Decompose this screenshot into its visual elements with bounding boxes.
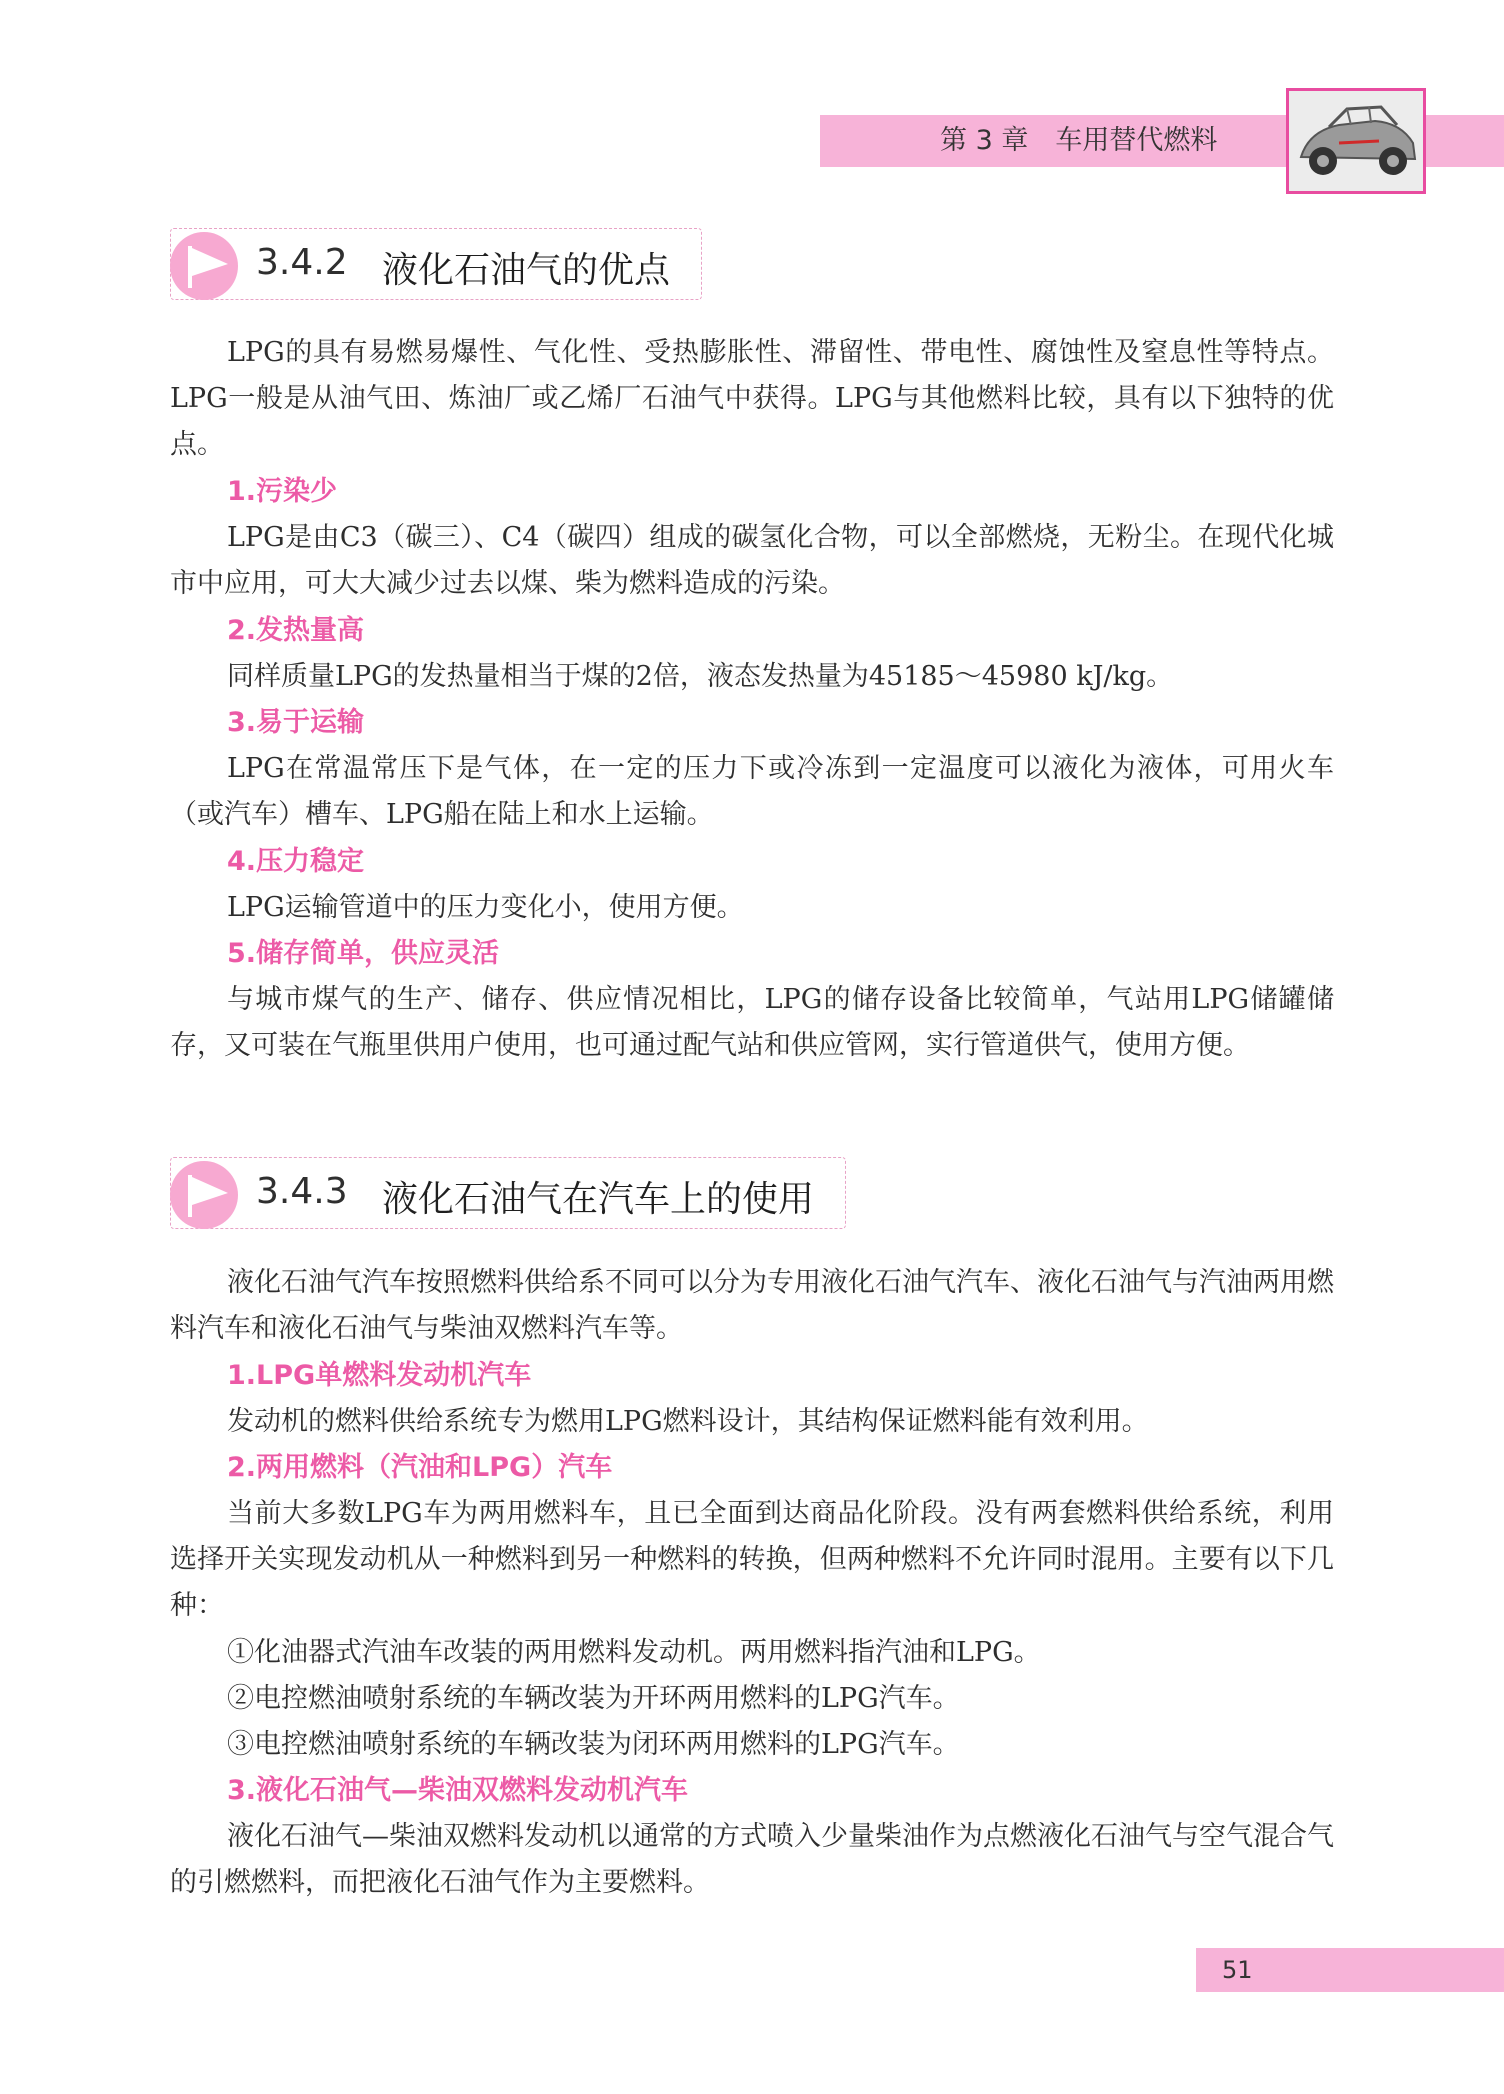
flag-icon <box>168 1159 240 1231</box>
section-number: 3.4.3 <box>256 1171 348 1212</box>
section-heading-342 <box>170 228 702 300</box>
sub-heading-transport: 3.易于运输 <box>227 707 365 738</box>
chapter-title: 第 3 章 车用替代燃料 <box>940 125 1218 156</box>
paragraph-pollution: LPG是由C3（碳三）、C4（碳四）组成的碳氢化合物，可以全部燃烧，无粉尘。在现代化城市中应用，可大大减少过去以煤、柴为燃料造成的污染。 <box>170 522 1334 599</box>
paragraph-heat: 同样质量LPG的发热量相当于煤的2倍，液态发热量为45185～45980 kJ/kg。 <box>227 661 1174 692</box>
list-item-2: ②电控燃油喷射系统的车辆改装为开环两用燃料的LPG汽车。 <box>227 1683 960 1714</box>
paragraph-dual-use: 当前大多数LPG车为两用燃料车，且已全面到达商品化阶段。没有两套燃料供给系统，利用选择开关实现发动机从一种燃料到另一种燃料的转换，但两种燃料不允许同时混用。主要有以下几种： <box>170 1498 1334 1621</box>
sub-heading-dual-use: 2.两用燃料（汽油和LPG）汽车 <box>227 1452 613 1483</box>
sub-heading-pollution: 1.污染少 <box>227 476 338 507</box>
section2-intro: 液化石油气汽车按照燃料供给系不同可以分为专用液化石油气汽车、液化石油气与汽油两用燃料汽车和液化石油气与柴油双燃料汽车等。 <box>170 1267 1334 1344</box>
section-heading-343 <box>170 1157 846 1229</box>
list-item-3: ③电控燃油喷射系统的车辆改装为闭环两用燃料的LPG汽车。 <box>227 1729 960 1760</box>
paragraph-single-fuel: 发动机的燃料供给系统专为燃用LPG燃料设计，其结构保证燃料能有效利用。 <box>227 1406 1149 1437</box>
sub-heading-heat: 2.发热量高 <box>227 615 365 646</box>
section-number: 3.4.2 <box>256 242 348 283</box>
paragraph-pressure: LPG运输管道中的压力变化小，使用方便。 <box>227 892 744 923</box>
sub-heading-lpg-diesel: 3.液化石油气—柴油双燃料发动机汽车 <box>227 1775 689 1806</box>
page-number: 51 <box>1222 1956 1253 1984</box>
section-title: 液化石油气的优点 <box>382 250 671 291</box>
section-title: 液化石油气在汽车上的使用 <box>382 1179 815 1220</box>
car-chassis-icon <box>1286 88 1426 194</box>
paragraph-storage: 与城市煤气的生产、储存、供应情况相比，LPG的储存设备比较简单，气站用LPG储罐储存，又可装在气瓶里供用户使用，也可通过配气站和供应管网，实行管道供气，使用方便。 <box>170 984 1334 1061</box>
sub-heading-single-fuel: 1.LPG单燃料发动机汽车 <box>227 1360 532 1391</box>
list-item-1: ①化油器式汽油车改装的两用燃料发动机。两用燃料指汽油和LPG。 <box>227 1637 1041 1668</box>
sub-heading-storage: 5.储存简单，供应灵活 <box>227 938 500 969</box>
flag-icon <box>168 230 240 302</box>
paragraph-transport: LPG在常温常压下是气体，在一定的压力下或冷冻到一定温度可以液化为液体，可用火车（或汽车）槽车、LPG船在陆上和水上运输。 <box>170 753 1334 830</box>
paragraph-lpg-diesel: 液化石油气—柴油双燃料发动机以通常的方式喷入少量柴油作为点燃液化石油气与空气混合气的引燃燃料，而把液化石油气作为主要燃料。 <box>170 1821 1334 1898</box>
sub-heading-pressure: 4.压力稳定 <box>227 846 365 877</box>
section1-intro: LPG的具有易燃易爆性、气化性、受热膨胀性、滞留性、带电性、腐蚀性及窒息性等特点。LPG一般是从油气田、炼油厂或乙烯厂石油气中获得。LPG与其他燃料比较，具有以下独特的优点。 <box>170 337 1334 460</box>
